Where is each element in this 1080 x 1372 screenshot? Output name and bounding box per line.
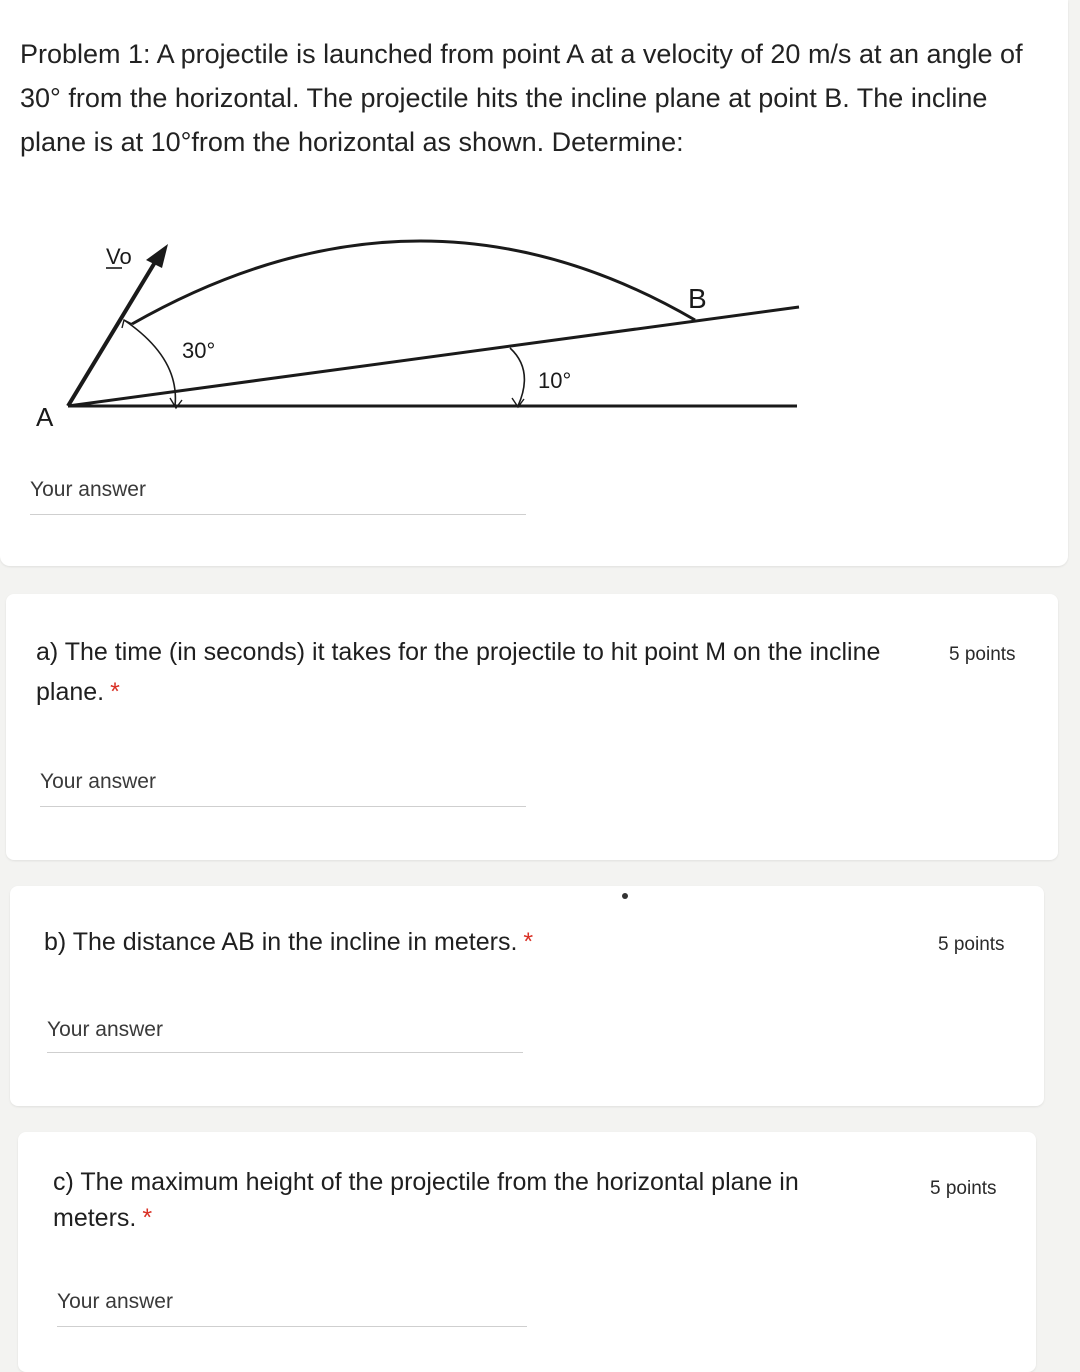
question-card-b bbox=[10, 886, 1044, 1106]
point-a-label: A bbox=[36, 402, 54, 432]
question-a-points: 5 points bbox=[949, 644, 1016, 665]
question-a-label: a) The time (in seconds) it takes for the projectile to hit point M on the incline plane. bbox=[36, 638, 881, 706]
required-asterisk: * bbox=[523, 928, 534, 956]
question-b-points: 5 points bbox=[938, 934, 1005, 955]
question-b-text bbox=[44, 922, 904, 962]
problem-card bbox=[0, 0, 1068, 566]
velocity-arrowhead bbox=[146, 244, 168, 268]
point-b-label: B bbox=[688, 283, 707, 314]
velocity-vector bbox=[68, 254, 160, 406]
required-asterisk: * bbox=[142, 1204, 153, 1232]
question-c-label: c) The maximum height of the projectile from the horizontal plane in meters. bbox=[53, 1168, 799, 1232]
question-card-a bbox=[6, 594, 1058, 860]
question-c-answer-label: Your answer bbox=[57, 1290, 173, 1313]
question-c-text bbox=[53, 1164, 873, 1236]
trajectory-arc bbox=[132, 241, 695, 324]
incline-angle-arc bbox=[510, 348, 524, 406]
required-asterisk: * bbox=[110, 678, 120, 706]
question-c-points: 5 points bbox=[930, 1178, 997, 1199]
question-b-label: b) The distance AB in the incline in meters. bbox=[44, 928, 518, 956]
stray-dot bbox=[622, 893, 628, 899]
question-card-c bbox=[18, 1132, 1036, 1372]
incline-line bbox=[68, 307, 799, 406]
question-a-answer-input[interactable] bbox=[40, 806, 526, 807]
question-a-answer-label: Your answer bbox=[40, 770, 156, 793]
intro-answer-input[interactable] bbox=[30, 514, 526, 515]
question-c-answer-input[interactable] bbox=[57, 1326, 527, 1327]
incline-angle-label: 10° bbox=[538, 368, 572, 393]
question-b-answer-label: Your answer bbox=[47, 1018, 163, 1041]
launch-angle-label: 30° bbox=[182, 338, 216, 363]
question-b-answer-input[interactable] bbox=[47, 1052, 523, 1053]
problem-statement: Problem 1: A projectile is launched from point A at a velocity of 20 m/s at an angle of 30° from the horizontal. The projectile hits the incline plane at point B. The incline plane is at 10°from the horizontal as shown. Determine: bbox=[20, 39, 1023, 157]
intro-answer-label: Your answer bbox=[30, 478, 146, 501]
projectile-diagram bbox=[0, 220, 820, 440]
question-a-text bbox=[36, 632, 906, 712]
velocity-label: Vo bbox=[106, 244, 132, 269]
